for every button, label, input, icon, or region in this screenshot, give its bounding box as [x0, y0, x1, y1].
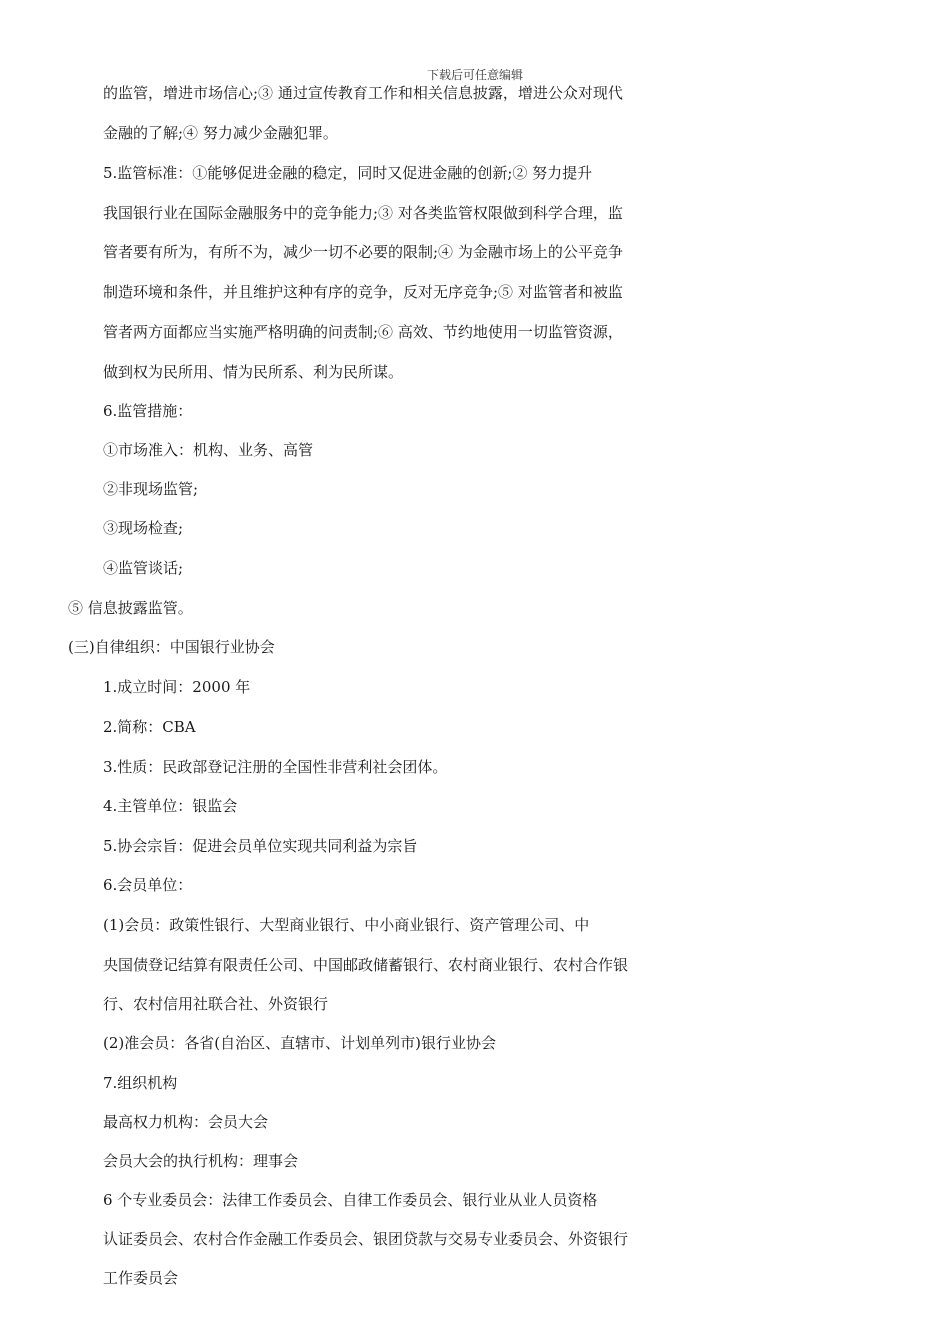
page-header: 下载后可任意编辑	[426, 68, 523, 82]
text-line: 的监管，增进市场信心;③ 通过宣传教育工作和相关信息披露，增进公众对现代	[103, 84, 623, 102]
list-item: ④监管谈话;	[103, 559, 184, 577]
text-line: 金融的了解;④ 努力减少金融犯罪。	[103, 124, 338, 142]
text-line: 4.主管单位：银监会	[103, 797, 238, 815]
text-line: 5.监管标准：①能够促进金融的稳定，同时又促进金融的创新;② 努力提升	[103, 164, 593, 182]
text-line: 制造环境和条件，并且维护这种有序的竞争，反对无序竞争;⑤ 对监管者和被监	[103, 283, 623, 301]
text-line: 2.简称：CBA	[103, 718, 196, 736]
text-line: 管者两方面都应当实施严格明确的问责制;⑥ 高效、节约地使用一切监管资源，	[103, 323, 623, 341]
section-heading: 6.监管措施：	[103, 402, 193, 420]
text-line: 6.会员单位：	[103, 876, 193, 894]
text-line: (1)会员：政策性银行、大型商业银行、中小商业银行、资产管理公司、中	[103, 916, 590, 934]
text-line: 最高权力机构：会员大会	[103, 1113, 269, 1131]
text-line: 3.性质：民政部登记注册的全国性非营利社会团体。	[103, 758, 448, 776]
text-line: 认证委员会、农村合作金融工作委员会、银团贷款与交易专业委员会、外资银行	[103, 1230, 629, 1248]
list-item: ①市场准入：机构、业务、高管	[103, 441, 314, 459]
text-line: 会员大会的执行机构：理事会	[103, 1152, 299, 1170]
list-item: ③现场检查;	[103, 519, 184, 537]
list-item: ②非现场监管;	[103, 480, 199, 498]
text-line: 做到权为民所用、情为民所系、利为民所谋。	[103, 363, 404, 381]
text-line: 工作委员会	[103, 1269, 179, 1287]
text-line: 6 个专业委员会：法律工作委员会、自律工作委员会、银行业从业人员资格	[103, 1191, 598, 1209]
text-line: 央国债登记结算有限责任公司、中国邮政储蓄银行、农村商业银行、农村合作银	[103, 956, 629, 974]
section-heading: (三)自律组织：中国银行业协会	[68, 638, 275, 656]
text-line: 5.协会宗旨：促进会员单位实现共同利益为宗旨	[103, 837, 418, 855]
text-line: 1.成立时间：2000 年	[103, 678, 251, 696]
text-line: 我国银行业在国际金融服务中的竞争能力;③ 对各类监管权限做到科学合理，监	[103, 204, 623, 222]
section-heading: 7.组织机构	[103, 1074, 178, 1092]
text-line: (2)准会员：各省(自治区、直辖市、计划单列市)银行业协会	[103, 1034, 496, 1052]
list-item: ⑤ 信息披露监管。	[68, 599, 193, 617]
text-line: 行、农村信用社联合社、外资银行	[103, 995, 329, 1013]
text-line: 管者要有所为，有所不为，减少一切不必要的限制;④ 为金融市场上的公平竞争	[103, 243, 623, 261]
